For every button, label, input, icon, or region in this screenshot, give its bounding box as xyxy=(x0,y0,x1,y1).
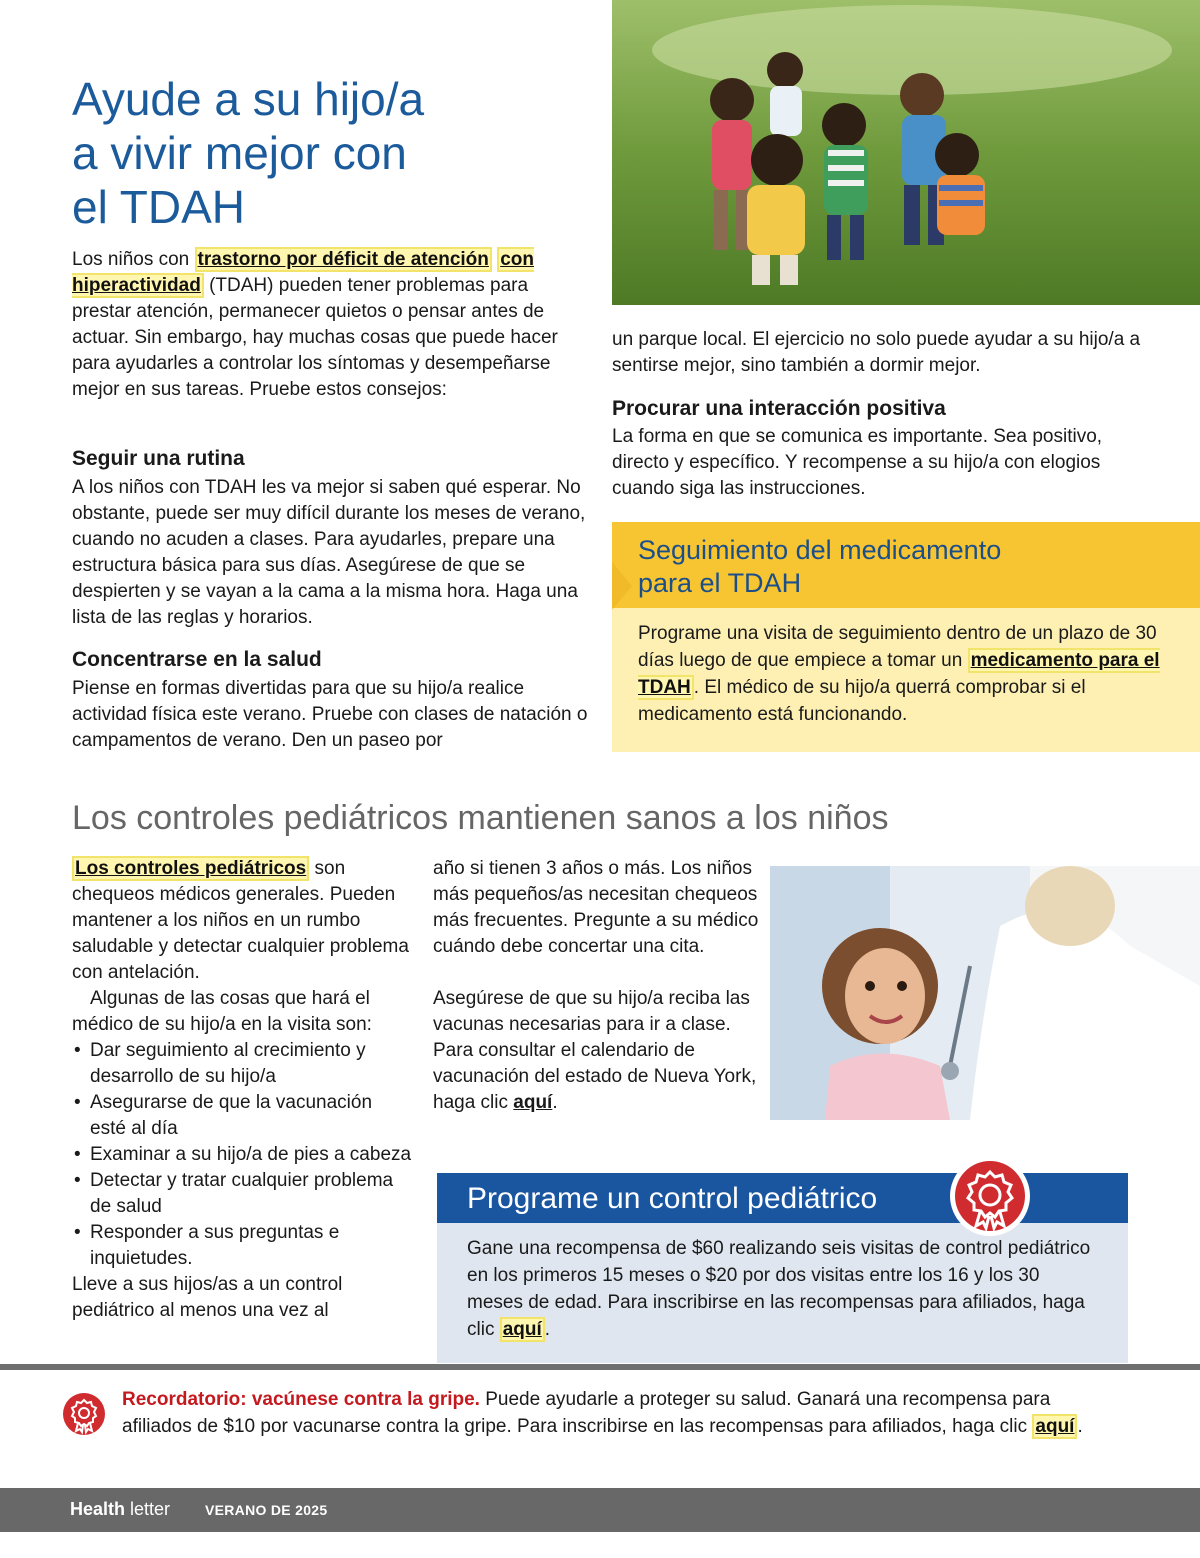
checkups-frequency-text: Lleve a sus hijos/as a un control pediátrico al menos una vez al xyxy=(72,1274,343,1321)
interaction-body: La forma en que se comunica es importante. Sea positivo, directo y específico. Y recompense a su hijo/a con elogios cuando siga las instrucciones. xyxy=(612,426,1103,499)
checkups-list-intro: Algunas de las cosas que hará el médico de su hijo/a en la visita son: xyxy=(72,988,372,1035)
checkups-intro-text: son chequeos médicos generales. Pueden mantener a los niños en un rumbo saludable y detectar cualquier problema con antelación. xyxy=(72,858,409,983)
vaccines-text-after: . xyxy=(552,1092,558,1113)
medication-title-line: para el TDAH xyxy=(638,568,802,598)
flu-shot-reminder xyxy=(122,1386,1122,1440)
intro-text-after: (TDAH) pueden tener problemas para prestar atención, permanecer quietos o pensar antes de actuar. Sin embargo, hay muchas cosas que puede hacer para ayudarles a controlar los síntomas y desempeñarse mejor en sus tareas. Pruebe estos consejos: xyxy=(72,275,558,400)
title-line: Ayude a su hijo/a xyxy=(72,73,425,125)
control-box-title: Programe un control pediátrico xyxy=(467,1182,878,1215)
medication-title-line: Seguimiento del medicamento xyxy=(638,535,1002,565)
newsletter-brand xyxy=(70,1499,170,1520)
brand-rest: letter xyxy=(125,1499,171,1519)
checkups-column-1 xyxy=(72,856,412,1324)
list-item: • Asegurarse de que la vacunación esté al día xyxy=(72,1090,412,1142)
chevron-right-icon xyxy=(612,562,632,610)
interaction-heading: Procurar una interacción positiva xyxy=(612,397,946,420)
footer-bar xyxy=(0,1488,1200,1532)
checkups-column-2 xyxy=(433,856,763,1116)
checkups-frequency-continued: año si tienen 3 años o más. Los niños más pequeños/as necesitan chequeos más frecuentes. Pregunte a su médico cuándo debe concertar una cita. xyxy=(433,858,759,957)
control-box-body xyxy=(467,1235,1097,1343)
well-child-checkups-link[interactable]: Los controles pediátricos xyxy=(72,856,309,881)
medication-text-after: . El médico de su hijo/a querrá comprobar si el medicamento está funcionando. xyxy=(638,677,1086,725)
health-heading: Concentrarse en la salud xyxy=(72,648,322,671)
list-item: • Examinar a su hijo/a de pies a cabeza xyxy=(72,1142,412,1168)
medication-box-title xyxy=(638,534,1001,600)
title-line: el TDAH xyxy=(72,181,245,233)
page-title xyxy=(72,72,592,234)
ribbon-award-icon xyxy=(948,1154,1032,1238)
health-body-continued: un parque local. El ejercicio no solo puede ayudar a su hijo/a a sentirse mejor, sino también a dormir mejor. xyxy=(612,329,1141,376)
medication-box-body xyxy=(638,620,1183,728)
intro-paragraph xyxy=(72,247,582,403)
children-playing-circle-photo xyxy=(612,0,1200,305)
brand-bold: Health xyxy=(70,1499,126,1519)
routine-heading: Seguir una rutina xyxy=(72,447,245,470)
adhd-link[interactable]: trastorno por déficit de atención xyxy=(195,247,492,272)
vaccine-schedule-link[interactable]: aquí xyxy=(513,1092,553,1113)
list-item: • Dar seguimiento al crecimiento y desarrollo de su hijo/a xyxy=(72,1038,412,1090)
medication-box-header xyxy=(612,522,1200,608)
vaccines-paragraph xyxy=(433,986,763,1116)
issue-date: VERANO DE 2025 xyxy=(205,1502,328,1518)
health-body: Piense en formas divertidas para que su hijo/a realice actividad física este verano. Pruebe con clases de natación o campamentos de verano. Den un paseo por xyxy=(72,678,588,751)
title-line: a vivir mejor con xyxy=(72,127,407,179)
adhd-medication-link[interactable]: medicamento para el TDAH xyxy=(638,650,1160,698)
control-text-after: . xyxy=(544,1319,551,1340)
checkups-bullet-list xyxy=(72,1038,412,1272)
adhd-link-cont[interactable]: con hiperactividad xyxy=(72,249,534,296)
checkups-section-title: Los controles pediátricos mantienen sanos a los niños xyxy=(72,799,889,837)
vaccines-text: Asegúrese de que su hijo/a reciba las vacunas necesarias para ir a clase. Para consultar el calendario de vacunación del estado de Nueva York, haga clic xyxy=(433,988,757,1113)
control-text: Gane una recompensa de $60 realizando seis visitas de control pediátrico en los primeros 15 meses o $20 por dos visitas entre los 16 y los 30 meses de edad. Para inscribirse en las recompensas para afiliados, haga clic xyxy=(467,1238,1091,1340)
checkups-intro xyxy=(72,856,412,986)
routine-body: A los niños con TDAH les va mejor si saben qué esperar. No obstante, puede ser muy difícil durante los meses de verano, cuando no acuden a clases. Para ayudarles, prepare una estructura básica para sus días. Asegúrese de que se despierten y se vayan a la cama a la misma hora. Haga una lista de las reglas y horarios. xyxy=(72,477,586,628)
reminder-title: Recordatorio: vacúnese contra la gripe. xyxy=(122,1389,480,1410)
reminder-text: Puede ayudarle a proteger su salud. Ganará una recompensa para afiliados de $10 por vacunarse contra la gripe. Para inscribirse en las recompensas para afiliados, haga clic xyxy=(122,1389,1051,1437)
rewards-signup-link[interactable]: aquí xyxy=(500,1317,545,1342)
doctor-examining-girl-photo xyxy=(770,866,1200,1120)
reminder-text-after: . xyxy=(1077,1416,1083,1437)
intro-text: Los niños con xyxy=(72,249,195,270)
section-divider xyxy=(0,1364,1200,1370)
ribbon-award-icon xyxy=(62,1392,106,1436)
medication-followup-box xyxy=(612,522,1200,752)
flu-rewards-link[interactable]: aquí xyxy=(1032,1414,1077,1439)
list-item: • Detectar y tratar cualquier problema de salud xyxy=(72,1168,412,1220)
medication-text: Programe una visita de seguimiento dentro de un plazo de 30 días luego de que empiece a tomar un xyxy=(638,623,1157,671)
list-item: • Responder a sus preguntas e inquietudes. xyxy=(72,1220,412,1272)
